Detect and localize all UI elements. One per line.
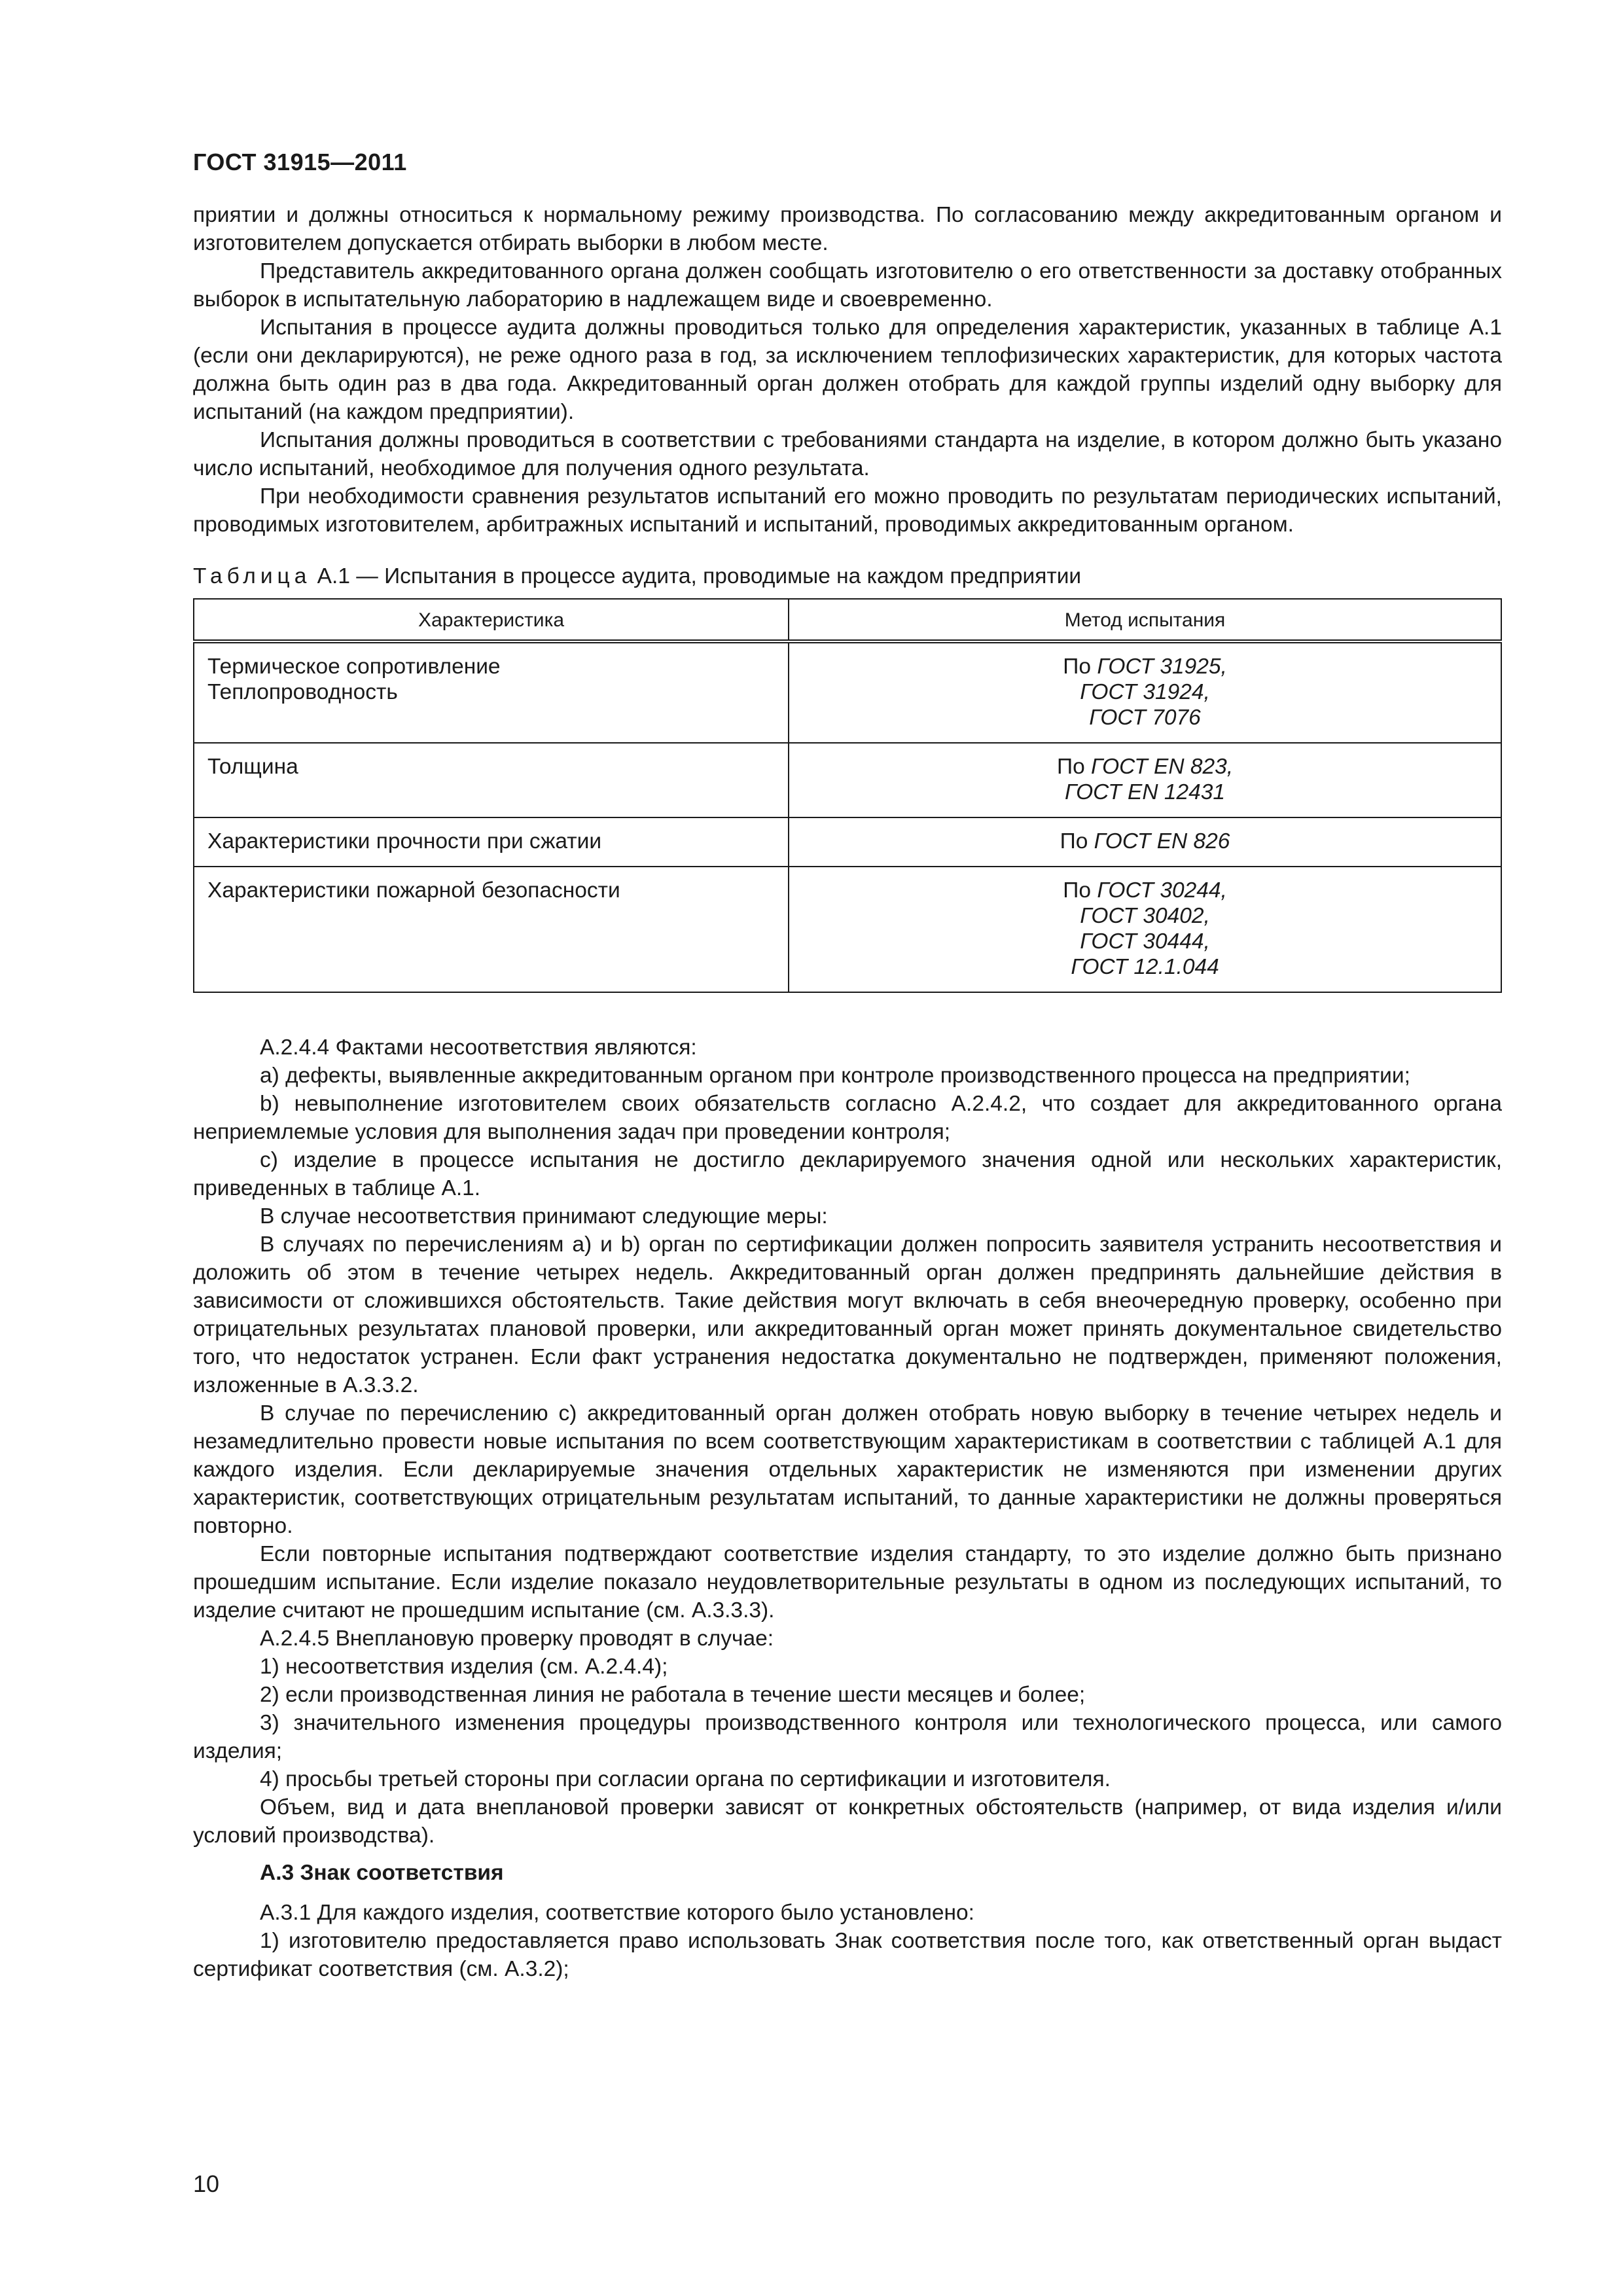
method-line: [802, 878, 1488, 903]
paragraph: Представитель аккредитованного органа должен сообщать изготовителю о его ответственности за доставку отобранных выборок в испытательную лабораторию в надлежащем виде и своевременно.: [193, 259, 1502, 312]
table-header-row: [194, 599, 1501, 641]
list-item: 1) несоответствия изделия (см. А.2.4.4);: [260, 1655, 668, 1679]
method-prefix: По: [1056, 755, 1092, 779]
paragraph: Объем, вид и дата внеплановой проверки зависят от конкретных обстоятельств (например, от вида изделия и/или условий производства).: [193, 1795, 1502, 1848]
method-cell: [789, 743, 1501, 817]
page-number: 10: [193, 2170, 220, 2197]
section-title: А.3 Знак соответствия: [260, 1861, 504, 1885]
paragraph: А.2.4.4 Фактами несоответствия являются:: [260, 1035, 697, 1060]
document-header: ГОСТ 31915—2011: [193, 149, 407, 175]
method-standard: ГОСТ EN 823,: [1091, 755, 1234, 779]
method-cell: [789, 641, 1501, 743]
paragraph: Испытания должны проводиться в соответствии с требованиями стандарта на изделие, в котором должно быть указано число испытаний, необходимое для получения одного результата.: [193, 428, 1502, 480]
document-page: [193, 131, 1502, 2197]
method-standard: ГОСТ 31924,: [1080, 680, 1210, 704]
table-row: [194, 817, 1501, 867]
method-line: [802, 829, 1488, 854]
section-text: [193, 1899, 1502, 1983]
list-item: 3) значительного изменения процедуры производственного контроля или технологического процесса, или самого изделия;: [193, 1711, 1502, 1763]
characteristic-line: Характеристики прочности при сжатии: [207, 829, 602, 853]
method-standard: ГОСТ 12.1.044: [1071, 955, 1219, 979]
table-caption-text: А.1 — Испытания в процессе аудита, проводимые на каждом предприятии: [311, 564, 1082, 588]
method-prefix: По: [1063, 655, 1097, 679]
method-line: [802, 903, 1488, 929]
method-line: [802, 705, 1488, 730]
method-cell: [789, 867, 1501, 992]
method-standard: ГОСТ EN 12431: [1065, 780, 1226, 804]
list-item: 1) изготовителю предоставляется право использовать Знак соответствия после того, как ответственный орган выдаст сертификат соответствия (см. А.3.2);: [193, 1929, 1502, 1981]
paragraph: Испытания в процессе аудита должны проводиться только для определения характеристик, указанных в таблице А.1 (если они декларируются), не реже одного раза в год, за исключением теплофизических характеристик, для которых частота должна быть один раз в два года. Аккредитованный орган должен отобрать для каждой группы изделий одну выборку для испытаний (на каждом предприятии).: [193, 315, 1502, 424]
paragraph: При необходимости сравнения результатов испытаний его можно проводить по результатам периодических испытаний, проводимых изготовителем, арбитражных испытаний и испытаний, проводимых аккредитованным органом.: [193, 484, 1502, 537]
method-line: [802, 954, 1488, 980]
method-standard: ГОСТ 30444,: [1080, 929, 1210, 954]
paragraph: В случае по перечислению c) аккредитованный орган должен отобрать новую выборку в течение четырех недель и незамедлительно провести новые испытания по всем соответствующим характеристикам в соответствии с таблицей А.1 для каждого изделия. Если декларируемые значения отдельных характеристик не изменяются при изменении других характеристик, соответствующих отрицательным результатам испытаний, то данные характеристики не должны проверяться повторно.: [193, 1401, 1502, 1538]
method-line: [802, 780, 1488, 805]
method-standard: ГОСТ 31925,: [1097, 655, 1227, 679]
paragraph: А.3.1 Для каждого изделия, соответствие которого было установлено:: [260, 1901, 974, 1925]
method-prefix: По: [1063, 878, 1097, 903]
audit-tests-table: [193, 598, 1502, 993]
characteristic-cell: [194, 817, 789, 867]
characteristic-cell: [194, 743, 789, 817]
paragraph: В случае несоответствия принимают следующие меры:: [260, 1204, 828, 1229]
list-item: 2) если производственная линия не работала в течение шести месяцев и более;: [260, 1683, 1086, 1707]
intro-text: [193, 201, 1502, 539]
list-item: 4) просьбы третьей стороны при согласии органа по сертификации и изготовителя.: [260, 1767, 1111, 1791]
characteristic-line: Толщина: [207, 755, 298, 779]
method-line: [802, 679, 1488, 705]
column-header-method: Метод испытания: [789, 599, 1501, 641]
method-cell: [789, 817, 1501, 867]
column-header-characteristic: Характеристика: [194, 599, 789, 641]
table-row: [194, 743, 1501, 817]
method-standard: ГОСТ 30244,: [1097, 878, 1227, 903]
characteristic-line: Термическое сопротивление: [207, 655, 501, 679]
method-standard: ГОСТ 7076: [1089, 706, 1201, 730]
body-text: [193, 1033, 1502, 1850]
method-standard: ГОСТ 30402,: [1080, 904, 1210, 928]
method-line: [802, 654, 1488, 679]
list-item: a) дефекты, выявленные аккредитованным органом при контроле производственного процесса на предприятии;: [260, 1064, 1410, 1088]
list-item: b) невыполнение изготовителем своих обязательств согласно А.2.4.2, что создает для аккредитованного органа неприемлемые условия для выполнения задач при проведении контроля;: [193, 1092, 1502, 1144]
paragraph: приятии и должны относиться к нормальному режиму производства. По согласованию между аккредитованным органом и изготовителем допускается отбирать выборки в любом месте.: [193, 203, 1502, 255]
characteristic-cell: [194, 641, 789, 743]
table-caption: [193, 562, 1502, 590]
method-standard: ГОСТ EN 826: [1094, 829, 1230, 853]
characteristic-line: Теплопроводность: [207, 680, 398, 704]
paragraph: В случаях по перечислениям a) и b) орган по сертификации должен попросить заявителя устранить несоответствия и доложить об этом в течение четырех недель. Аккредитованный орган должен предпринять дальнейшие действия в зависимости от сложившихся обстоятельств. Такие действия могут включать в себя внеочередную проверку, особенно при отрицательных результатах плановой проверки, или аккредитованный орган может принять документальное свидетельство того, что недостаток устранен. Если факт устранения недостатка документально не подтвержден, применяют положения, изложенные в А.3.3.2.: [193, 1232, 1502, 1397]
table-row: [194, 641, 1501, 743]
list-item: c) изделие в процессе испытания не достигло декларируемого значения одной или нескольких характеристик, приведенных в таблице А.1.: [193, 1148, 1502, 1200]
characteristic-line: Характеристики пожарной безопасности: [207, 878, 620, 903]
characteristic-cell: [194, 867, 789, 992]
method-line: [802, 929, 1488, 954]
paragraph: А.2.4.5 Внеплановую проверку проводят в случае:: [260, 1626, 774, 1651]
paragraph: Если повторные испытания подтверждают соответствие изделия стандарту, то это изделие должно быть признано прошедшим испытание. Если изделие показало неудовлетворительные результаты в одном из последующих испытаний, то изделие считают не прошедшим испытание (см. А.3.3.3).: [193, 1542, 1502, 1623]
table-row: [194, 867, 1501, 992]
method-prefix: По: [1060, 829, 1094, 853]
method-line: [802, 754, 1488, 780]
table-caption-prefix: Таблица: [193, 564, 312, 588]
